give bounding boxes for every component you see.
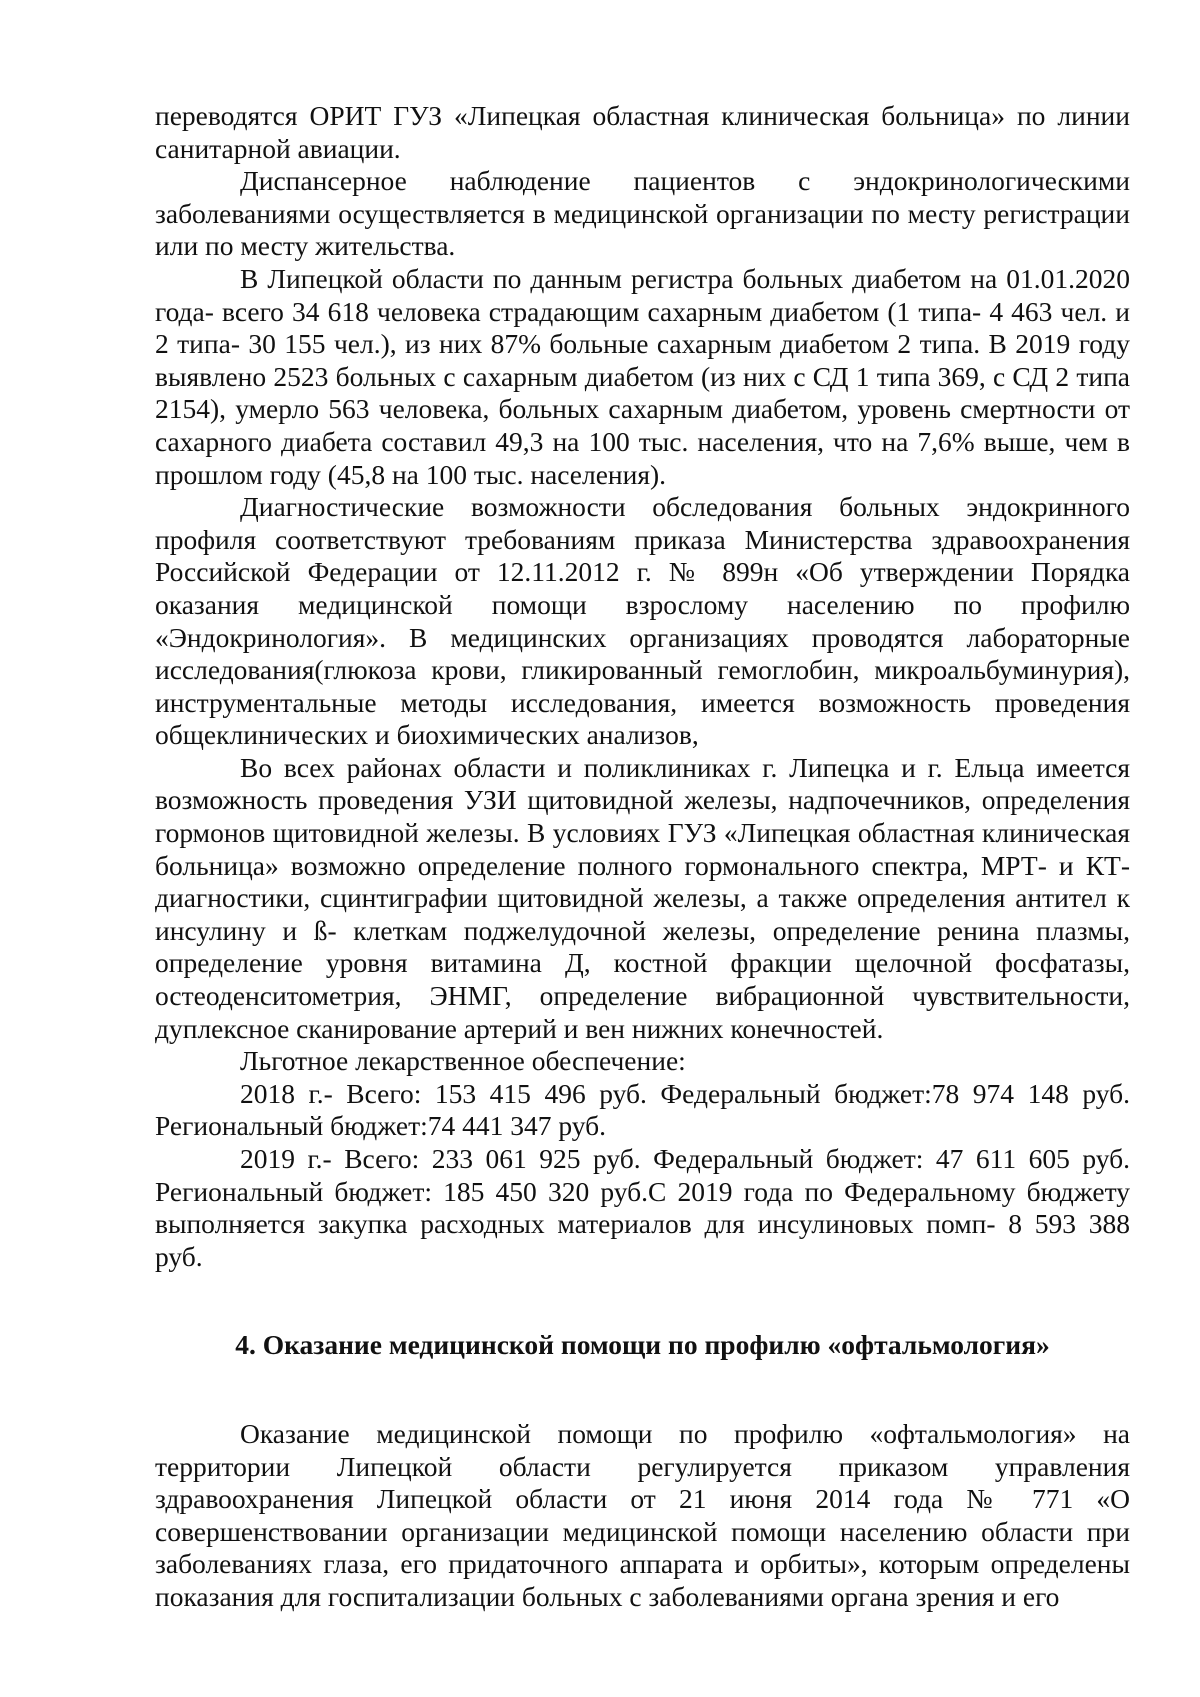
paragraph-diabetes-register: В Липецкой области по данным регистра больных диабетом на 01.01.2020 года- всего 34 618 человека страдающим сахарным диабетом (1 типа- 4 463 чел. и 2 типа- 30 155 чел.), из них 87% больные сахарным диабетом 2 типа. В 2019 году выявлено 2523 больных с сахарным диабетом (из них с СД 1 типа 369, с СД 2 типа 2154), умерло 563 человека, больных сахарным диабетом, уровень смертности от сахарного диабета составил 49,3 на 100 тыс. населения, что на 7,6% выше, чем в прошлом году (45,8 на 100 тыс. населения). [155, 262, 1130, 490]
paragraph-drug-supply-title: Льготное лекарственное обеспечение: [240, 1045, 686, 1077]
section-heading: 4. Оказание медицинской помощи по профилю «офтальмология» [235, 1329, 1050, 1361]
paragraph-dispensary: Диспансерное наблюдение пациентов с эндокринологическими заболеваниями осуществляется в медицинской организации по месту регистрации или по месту жительства. [155, 165, 1130, 262]
paragraph-ultrasound: Во всех районах области и поликлиниках г. Липецка и г. Ельца имеется возможность проведения УЗИ щитовидной железы, надпочечников, определения гормонов щитовидной железы. В условиях ГУЗ «Липецкая областная клиническая больница» возможно определение полного гормонального спектра, МРТ- и КТ- диагностики, сцинтиграфии щитовидной железы, а также определения антител к инсулину и ß- клеткам поджелудочной железы, определение ренина плазмы, определение уровня витамина Д, костной фракции щелочной фосфатазы, остеоденситометрия, ЭНМГ, определение вибрационной чувствительности, дуплексное сканирование артерий и вен нижних конечностей. [155, 751, 1130, 1044]
paragraph-air-ambulance: переводятся ОРИТ ГУЗ «Липецкая областная клиническая больница» по линии санитарной авиации. [155, 100, 1130, 164]
paragraph-ophthalmology: Оказание медицинской помощи по профилю «офтальмология» на территории Липецкой области регулируется приказом управления здравоохранения Липецкой области от 21 июня 2014 года № 771 «О совершенствовании организации медицинской помощи населению области при заболеваниях глаза, его придаточного аппарата и орбиты», которым определены показания для госпитализации больных с заболеваниями органа зрения и его [155, 1417, 1130, 1612]
document-page [155, 100, 1130, 1614]
paragraph-diagnostics: Диагностические возможности обследования больных эндокринного профиля соответствуют требованиям приказа Министерства здравоохранения Российской Федерации от 12.11.2012 г. № 899н «Об утверждении Порядка оказания медицинской помощи взрослому населению по профилю «Эндокринология». В медицинских организациях проводятся лабораторные исследования(глюкоза крови, гликированный гемоглобин, микроальбуминурия), инструментальные методы исследования, имеется возможность проведения общеклинических и биохимических анализов, [155, 491, 1130, 751]
paragraph-budget-2019: 2019 г.- Всего: 233 061 925 руб. Федеральный бюджет: 47 611 605 руб. Региональный бюджет: 185 450 320 руб.С 2019 года по Федеральному бюджету выполняется закупка расходных материалов для инсулиновых помп- 8 593 388 руб. [155, 1143, 1130, 1272]
paragraph-budget-2018: 2018 г.- Всего: 153 415 496 руб. Федеральный бюджет:78 974 148 руб. Региональный бюджет:74 441 347 руб. [155, 1077, 1130, 1142]
